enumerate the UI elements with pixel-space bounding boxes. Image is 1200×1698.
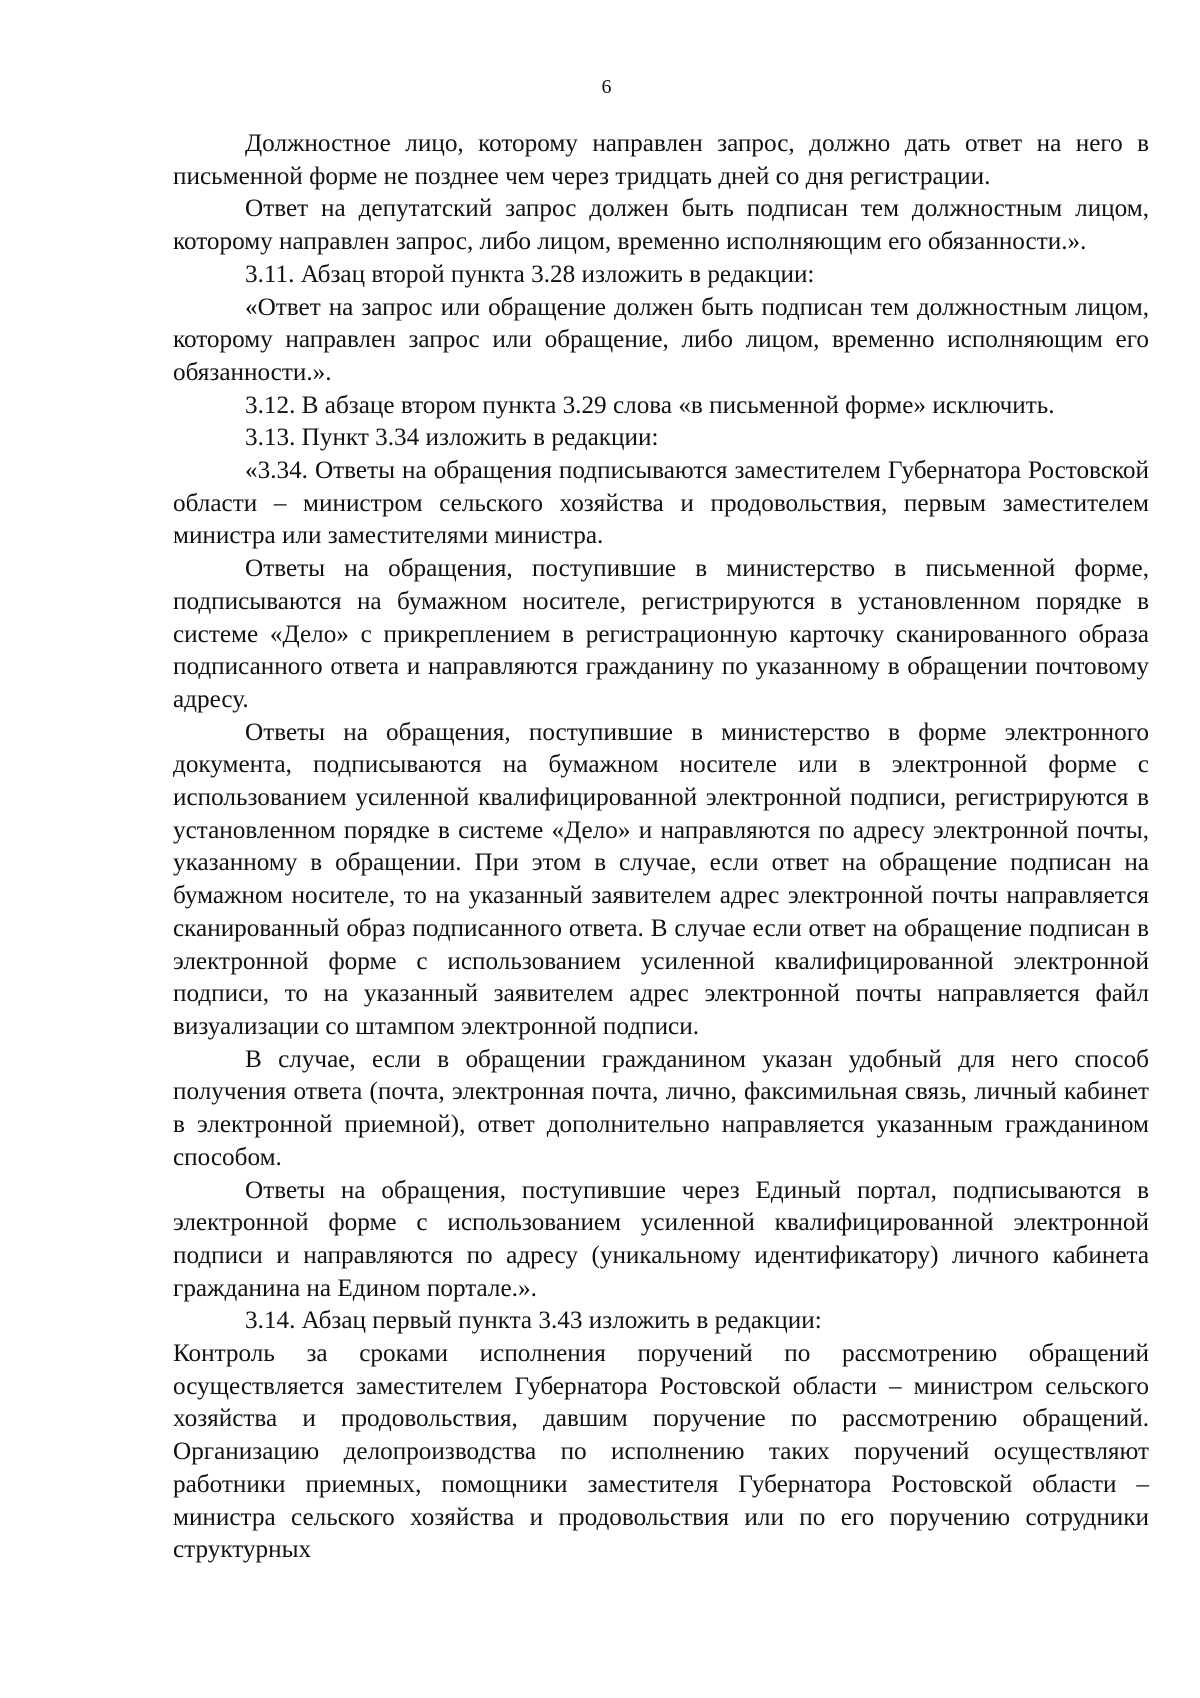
page-number: 6 — [601, 76, 612, 98]
paragraph: Ответы на обращения, поступившие в министерство в письменной форме, подписываются на бумажном носителе, регистрируются в установленном порядке в системе «Дело» с прикреплением в регистрационную карточку сканированного образа подписанного ответа и направляются гражданину по указанному в обращении почтовому адресу. — [173, 555, 1149, 713]
paragraph: 3.13. Пункт 3.34 изложить в редакции: — [245, 424, 659, 452]
paragraph: 3.14. Абзац первый пункта 3.43 изложить в редакции: — [245, 1307, 822, 1335]
paragraph: Контроль за сроками исполнения поручений по рассмотрению обращений осуществляется заместителем Губернатора Ростовской области – министром сельского хозяйства и продовольствия, давшим поручение по рассмотрению обращений. Организацию делопроизводства по исполнению таких поручений осуществляют работники приемных, помощники заместителя Губернатора Ростовской области – министра сельского хозяйства и продовольствия или по его поручению сотрудники структурных — [173, 1340, 1149, 1564]
paragraph: Ответы на обращения, поступившие через Единый портал, подписываются в электронной форме с использованием усиленной квалифицированной электронной подписи и направляются по адресу (уникальному идентификатору) личного кабинета гражданина на Едином портале.». — [173, 1176, 1149, 1302]
paragraph: «Ответ на запрос или обращение должен быть подписан тем должностным лицом, которому направлен запрос или обращение, либо лицом, временно исполняющим его обязанности.». — [173, 293, 1149, 386]
paragraph: Должностное лицо, которому направлен запрос, должно дать ответ на него в письменной форме не позднее чем через тридцать дней со дня регистрации. — [173, 130, 1149, 190]
paragraph: В случае, если в обращении гражданином указан удобный для него способ получения ответа (почта, электронная почта, лично, факсимильная связь, личный кабинет в электронной приемной), ответ дополнительно направляется указанным гражданином способом. — [173, 1045, 1149, 1171]
paragraph: 3.12. В абзаце втором пункта 3.29 слова «в письменной форме» исключить. — [245, 391, 1055, 419]
paragraph: Ответ на депутатский запрос должен быть подписан тем должностным лицом, которому направлен запрос, либо лицом, временно исполняющим его обязанности.». — [173, 195, 1149, 256]
paragraph: 3.11. Абзац второй пункта 3.28 изложить в редакции: — [245, 260, 815, 288]
paragraph: Ответы на обращения, поступившие в министерство в форме электронного документа, подписываются на бумажном носителе или в электронной форме с использованием усиленной квалифицированной электронной подписи, регистрируются в установленном порядке в системе «Дело» и направляются по адресу электронной почты, указанному в обращении. При этом в случае, если ответ на обращение подписан на бумажном носителе, то на указанный заявителем адрес электронной почты направляется сканированный образ подписанного ответа. В случае если ответ на обращение подписан в электронной форме с использованием усиленной квалифицированной электронной подписи, то на указанный заявителем адрес электронной почты направляется файл визуализации со штампом электронной подписи. — [173, 718, 1149, 1040]
paragraph: «3.34. Ответы на обращения подписываются заместителем Губернатора Ростовской области – министром сельского хозяйства и продовольствия, первым заместителем министра или заместителями министра. — [173, 457, 1149, 550]
document-body — [173, 128, 1149, 1567]
